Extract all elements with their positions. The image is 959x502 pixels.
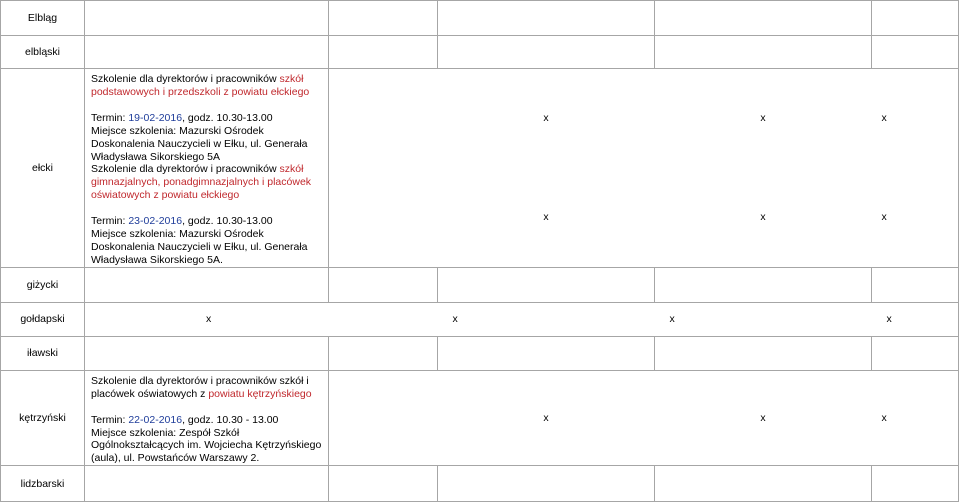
row-lidzbarski xyxy=(1,466,959,502)
county-ilawski: iławski xyxy=(1,336,85,370)
mark-goldapski-c: x xyxy=(655,302,872,336)
county-ketrzynski: kętrzyński xyxy=(1,370,85,465)
row-goldapski xyxy=(1,302,959,336)
mark-elcki-1-a: x xyxy=(543,111,549,124)
training-place-ketrzynski: Miejsce szkolenia: Zespół Szkół Ogólnokształcących im. Wojciecha Kętrzyńskiego (aula), ul. Powstańców Warszawy 2. xyxy=(91,426,322,465)
county-elcki: ełcki xyxy=(1,69,85,268)
row-elblaski xyxy=(1,36,959,69)
training-description-elcki xyxy=(85,69,329,268)
training-term-elcki-2: Termin: 23-02-2016, godz. 10.30-13.00 xyxy=(91,215,273,228)
mark-goldapski-a: x xyxy=(85,302,438,336)
training-term-ketrzynski: Termin: 22-02-2016, godz. 10.30 - 13.00 xyxy=(91,413,279,426)
county-elblag: Elbląg xyxy=(1,1,85,36)
mark-goldapski-d: x xyxy=(872,302,959,336)
mark-ketrzynski-c: x xyxy=(872,370,959,465)
row-elblag xyxy=(1,1,959,36)
county-gizycki: giżycki xyxy=(1,267,85,302)
row-ketrzynski xyxy=(1,370,959,465)
training-place-elcki-2: Miejsce szkolenia: Mazurski Ośrodek Doskonalenia Nauczycieli w Ełku, ul. Generała Władysława Sikorskiego 5A. xyxy=(91,228,308,266)
mark-elcki-2-c: x xyxy=(872,167,959,267)
county-lidzbarski: lidzbarski xyxy=(1,466,85,502)
mark-ketrzynski-b: x xyxy=(655,370,872,465)
mark-elcki-1-c: x xyxy=(872,69,959,167)
training-description-ketrzynski xyxy=(85,370,329,465)
training-place-elcki-1: Miejsce szkolenia: Mazurski Ośrodek Doskonalenia Nauczycieli w Ełku, ul. Generała Władysława Sikorskiego 5A xyxy=(91,124,308,163)
county-goldapski: gołdapski xyxy=(1,302,85,336)
training-title-elcki-2: Szkolenie dla dyrektorów i pracowników szkół gimnazjalnych, ponadgimnazjalnych i placówek oświatowych z powiatu ełckiego xyxy=(91,163,312,202)
training-title-ketrzynski: Szkolenie dla dyrektorów i pracowników szkół i placówek oświatowych z powiatu kętrzyńskiego xyxy=(91,374,312,400)
mark-elcki-2-b: x xyxy=(760,210,766,223)
training-term-elcki-1: Termin: 19-02-2016, godz. 10.30-13.00 xyxy=(91,111,273,124)
row-elcki-training-1 xyxy=(1,69,959,167)
row-gizycki xyxy=(1,267,959,302)
mark-elcki-2-a: x xyxy=(543,210,549,223)
county-elblaski: elbląski xyxy=(1,36,85,69)
row-ilawski xyxy=(1,336,959,370)
mark-ketrzynski-a: x xyxy=(438,370,655,465)
mark-elcki-1-b: x xyxy=(760,111,766,124)
training-title-elcki-1: Szkolenie dla dyrektorów i pracowników szkół podstawowych i przedszkoli z powiatu ełckiego xyxy=(91,73,310,98)
mark-goldapski-b: x xyxy=(438,302,655,336)
